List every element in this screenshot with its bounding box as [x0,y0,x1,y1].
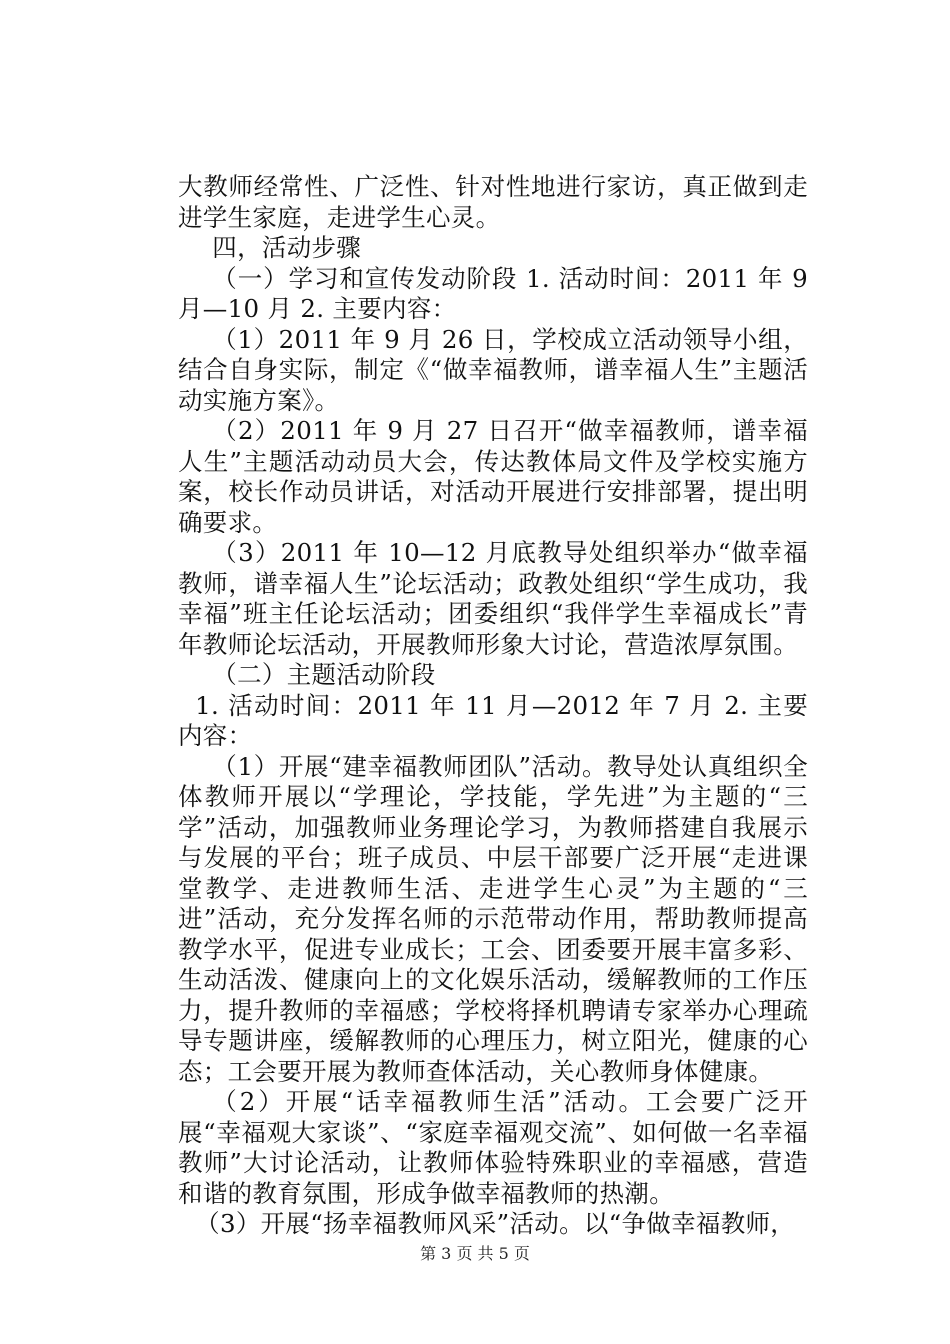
section-heading-activity-steps: 四，活动步骤 [212,233,362,262]
document-body [178,172,808,1240]
paragraph-item-3: （3）2011 年 10—12 月底教导处组织举办“做幸福教师，谱幸福人生”论坛活动；政教处组织“学生成功，我幸福”班主任论坛活动；团委组织“我伴学生幸福成长”青年教师论坛活动，开展教师形象大讨论，营造浓厚氛围。 [178,538,808,659]
paragraph-item-3-style: （3）开展“扬幸福教师风采”活动。以“争做幸福教师， [195,1209,796,1238]
paragraph-item-1-team: （1）开展“建幸福教师团队”活动。教导处认真组织全体教师开展以“学理论，学技能，学先进”为主题的“三学”活动，加强教师业务理论学习，为教师搭建自我展示与发展的平台；班子成员、中层干部要广泛开展“走进课堂教学、走进教师生活、走进学生心灵”为主题的“三进”活动，充分发挥名师的示范带动作用，帮助教师提高教学水平，促进专业成长；工会、团委要开展丰富多彩、生动活泼、健康向上的文化娱乐活动，缓解教师的工作压力，提升教师的幸福感；学校将择机聘请专家举办心理疏导专题讲座，缓解教师的心理压力，树立阳光，健康的心态；工会要开展为教师查体活动，关心教师身体健康。 [178,751,808,1086]
paragraph-item-2: （2）2011 年 9 月 27 日召开“做幸福教师，谱幸福人生”主题活动动员大会，传达教体局文件及学校实施方案，校长作动员讲话，对活动开展进行安排部署，提出明确要求。 [178,416,808,537]
paragraph-continuation: 大教师经常性、广泛性、针对性地进行家访，真正做到走进学生家庭，走进学生心灵。 [178,172,808,232]
paragraph-item-1: （1）2011 年 9 月 26 日，学校成立活动领导小组，结合自身实际，制定《“做幸福教师，谱幸福人生”主题活动实施方案》。 [178,324,808,415]
page-footer: 第 3 页 共 5 页 [420,1244,530,1263]
subsection-stage-two: （二）主题活动阶段 [212,660,436,689]
subsection-stage-one: （一）学习和宣传发动阶段 1. 活动时间：2011 年 9 月—10 月 2. 主要内容： [178,263,808,323]
paragraph-item-2-life: （2）开展“话幸福教师生活”活动。工会要广泛开展“幸福观大家谈”、“家庭幸福观交流”、如何做一名幸福教师”大讨论活动，让教师体验特殊职业的幸福感，营造和谐的教育氛围，形成争做幸福教师的热潮。 [178,1087,808,1208]
paragraph-activity-time: 1. 活动时间：2011 年 11 月—2012 年 7 月 2. 主要内容： [178,690,808,750]
